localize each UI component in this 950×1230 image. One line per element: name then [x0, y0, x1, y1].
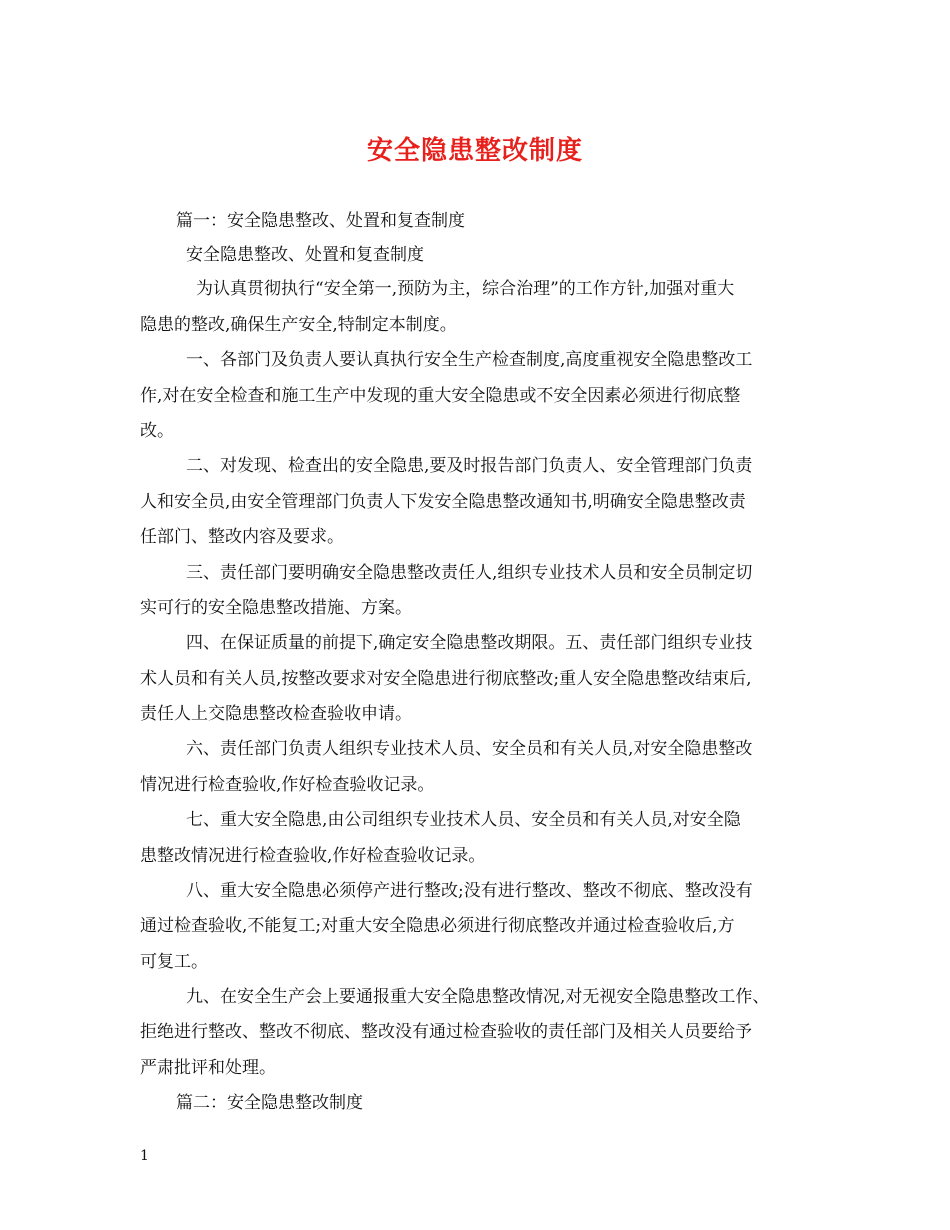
text-line: 术人员和有关人员,按整改要求对安全隐患进行彻底整改;重人安全隐患整改结束后,	[140, 669, 752, 689]
text-line: 隐患的整改,确保生产安全,特制定本制度。	[140, 315, 457, 335]
text-line: 可复工。	[140, 952, 208, 972]
text-line: 八、重大安全隐患必须停产进行整改;没有进行整改、整改不彻底、整改没有	[186, 881, 753, 901]
text-line: 任部门、整改内容及要求。	[140, 527, 344, 547]
text-line: 篇二：安全隐患整改制度	[176, 1093, 363, 1113]
text-line: 拒绝进行整改、整改不彻底、整改没有通过检查验收的责任部门及相关人员要给予	[140, 1022, 752, 1042]
document-title: 安全隐患整改制度	[366, 136, 583, 166]
text-line: 情况进行检查验收,作好检查验收记录。	[140, 775, 435, 795]
text-line: 四、在保证质量的前提下,确定安全隐患整改期限。五、责任部门组织专业技	[186, 633, 753, 653]
text-line: 改。	[140, 421, 174, 441]
text-line: 三、责任部门要明确安全隐患整改责任人,组织专业技术人员和安全员制定切	[186, 563, 753, 583]
text-line: 九、在安全生产会上要通报重大安全隐患整改情况,对无视安全隐患整改工作、	[186, 987, 770, 1007]
page-number: 1	[140, 1148, 149, 1164]
text-line: 一、各部门及负责人要认真执行安全生产检查制度,高度重视安全隐患整改工	[186, 350, 753, 370]
text-line: 作,对在安全检查和施工生产中发现的重大安全隐患或不安全因素必须进行彻底整	[140, 386, 741, 406]
text-line: 七、重大安全隐患,由公司组织专业技术人员、安全员和有关人员,对安全隐	[186, 810, 741, 830]
text-line: 患整改情况进行检查验收,作好检查验收记录。	[140, 846, 486, 866]
text-line: 二、对发现、检查出的安全隐患,要及时报告部门负责人、安全管理部门负责	[186, 456, 753, 476]
text-line: 人和安全员,由安全管理部门负责人下发安全隐患整改通知书,明确安全隐患整改责	[140, 492, 746, 512]
text-line: 严肃批评和处理。	[140, 1058, 276, 1078]
text-line: 六、责任部门负责人组织专业技术人员、安全员和有关人员,对安全隐患整改	[186, 739, 753, 759]
text-line: 为认真贯彻执行“安全第一,预防为主，综合治理”的工作方针,加强对重大	[196, 279, 735, 299]
text-line: 安全隐患整改、处置和复查制度	[186, 245, 424, 265]
text-line: 实可行的安全隐患整改措施、方案。	[140, 598, 412, 618]
text-line: 篇一：安全隐患整改、处置和复查制度	[176, 211, 465, 231]
text-line: 责任人上交隐患整改检查验收申请。	[140, 704, 412, 724]
text-line: 通过检查验收,不能复工;对重大安全隐患必须进行彻底整改并通过检查验收后,方	[140, 916, 735, 936]
